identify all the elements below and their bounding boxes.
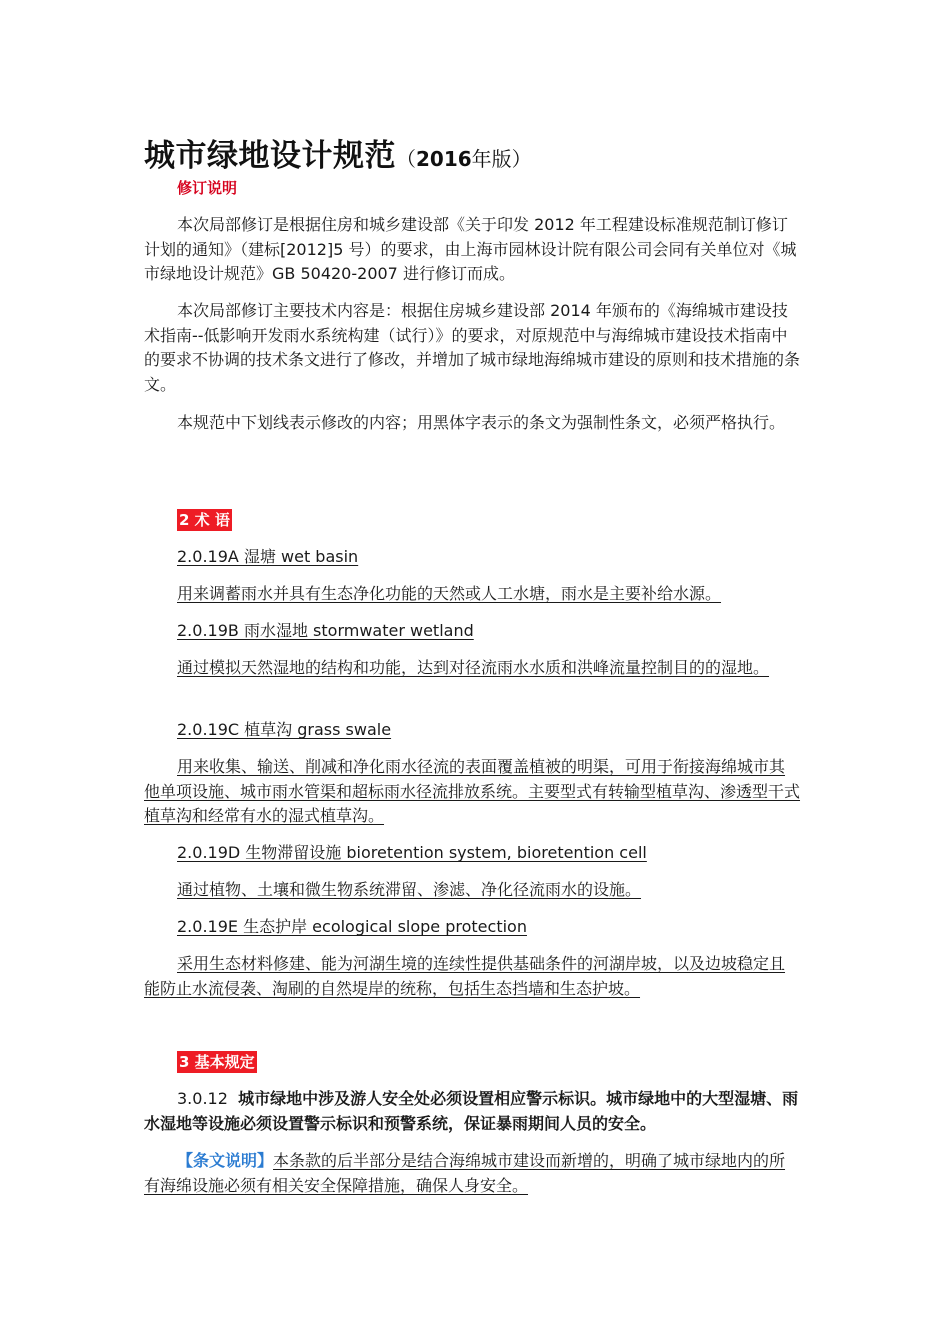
title-edition: 年版） xyxy=(471,147,532,171)
intro-paragraph: 本规范中下划线表示修改的内容；用黑体字表示的条文为强制性条文，必须严格执行。 xyxy=(177,413,786,432)
title-year: 2016 xyxy=(416,147,472,171)
section-heading-terms: 2 术 语 xyxy=(179,511,230,529)
note-text: 本条款的后半部分是结合海绵城市建设而新增的，明确了城市绿地内的所有海绵设施必须有相关安全保障措施，确保人身安全。 xyxy=(144,1151,786,1195)
clause-number: 3.0.12 xyxy=(177,1089,228,1108)
title-main: 城市绿地设计规范 xyxy=(144,138,396,174)
term-definition: 通过模拟天然湿地的结构和功能，达到对径流雨水水质和洪峰流量控制目的的湿地。 xyxy=(177,658,770,677)
revision-heading: 修订说明 xyxy=(177,179,238,197)
term-definition: 采用生态材料修建、能为河湖生境的连续性提供基础条件的河湖岸坡，以及边坡稳定且能防止水流侵袭、淘刷的自然堤岸的统称，包括生态挡墙和生态护坡。 xyxy=(144,954,786,998)
document-title xyxy=(144,130,532,175)
intro-paragraph: 本次局部修订是根据住房和城乡建设部《关于印发 2012 年工程建设标准规范制订修订计划的通知》（建标[2012]5 号）的要求，由上海市园林设计院有限公司会同有关单位对《城市绿地设计规范》GB 50420-2007 进行修订而成。 xyxy=(144,215,797,283)
note-label: 【条文说明】 xyxy=(177,1151,274,1170)
clause-text: 城市绿地中涉及游人安全处必须设置相应警示标识。城市绿地中的大型湿塘、雨水湿地等设施必须设置警示标识和预警系统，保证暴雨期间人员的安全。 xyxy=(144,1089,799,1133)
term-heading: 2.0.19D 生物滞留设施 bioretention system, bioretention cell xyxy=(177,843,647,862)
term-definition: 用来收集、输送、削减和净化雨水径流的表面覆盖植被的明渠，可用于衔接海绵城市其他单项设施、城市雨水管渠和超标雨水径流排放系统。主要型式有转输型植草沟、渗透型干式植草沟和经常有水的湿式植草沟。 xyxy=(144,757,801,825)
term-heading: 2.0.19A 湿塘 wet basin xyxy=(177,547,359,566)
term-heading: 2.0.19B 雨水湿地 stormwater wetland xyxy=(177,621,474,640)
term-heading: 2.0.19C 植草沟 grass swale xyxy=(177,720,392,739)
term-heading: 2.0.19E 生态护岸 ecological slope protection xyxy=(177,917,527,936)
mandatory-clause xyxy=(144,1087,800,1136)
term-definition: 通过植物、土壤和微生物系统滞留、渗滤、净化径流雨水的设施。 xyxy=(177,880,642,899)
intro-paragraph: 本次局部修订主要技术内容是：根据住房城乡建设部 2014 年颁布的《海绵城市建设技术指南--低影响开发雨水系统构建（试行）》的要求，对原规范中与海绵城市建设技术指南中的要求不协调的技术条文进行了修改，并增加了城市绿地海绵城市建设的原则和技术措施的条文。 xyxy=(144,301,801,394)
section-heading-basic: 3 基本规定 xyxy=(179,1053,255,1071)
title-open-paren: （ xyxy=(396,147,416,171)
clause-note xyxy=(144,1149,800,1198)
term-definition: 用来调蓄雨水并具有生态净化功能的天然或人工水塘，雨水是主要补给水源。 xyxy=(177,584,722,603)
